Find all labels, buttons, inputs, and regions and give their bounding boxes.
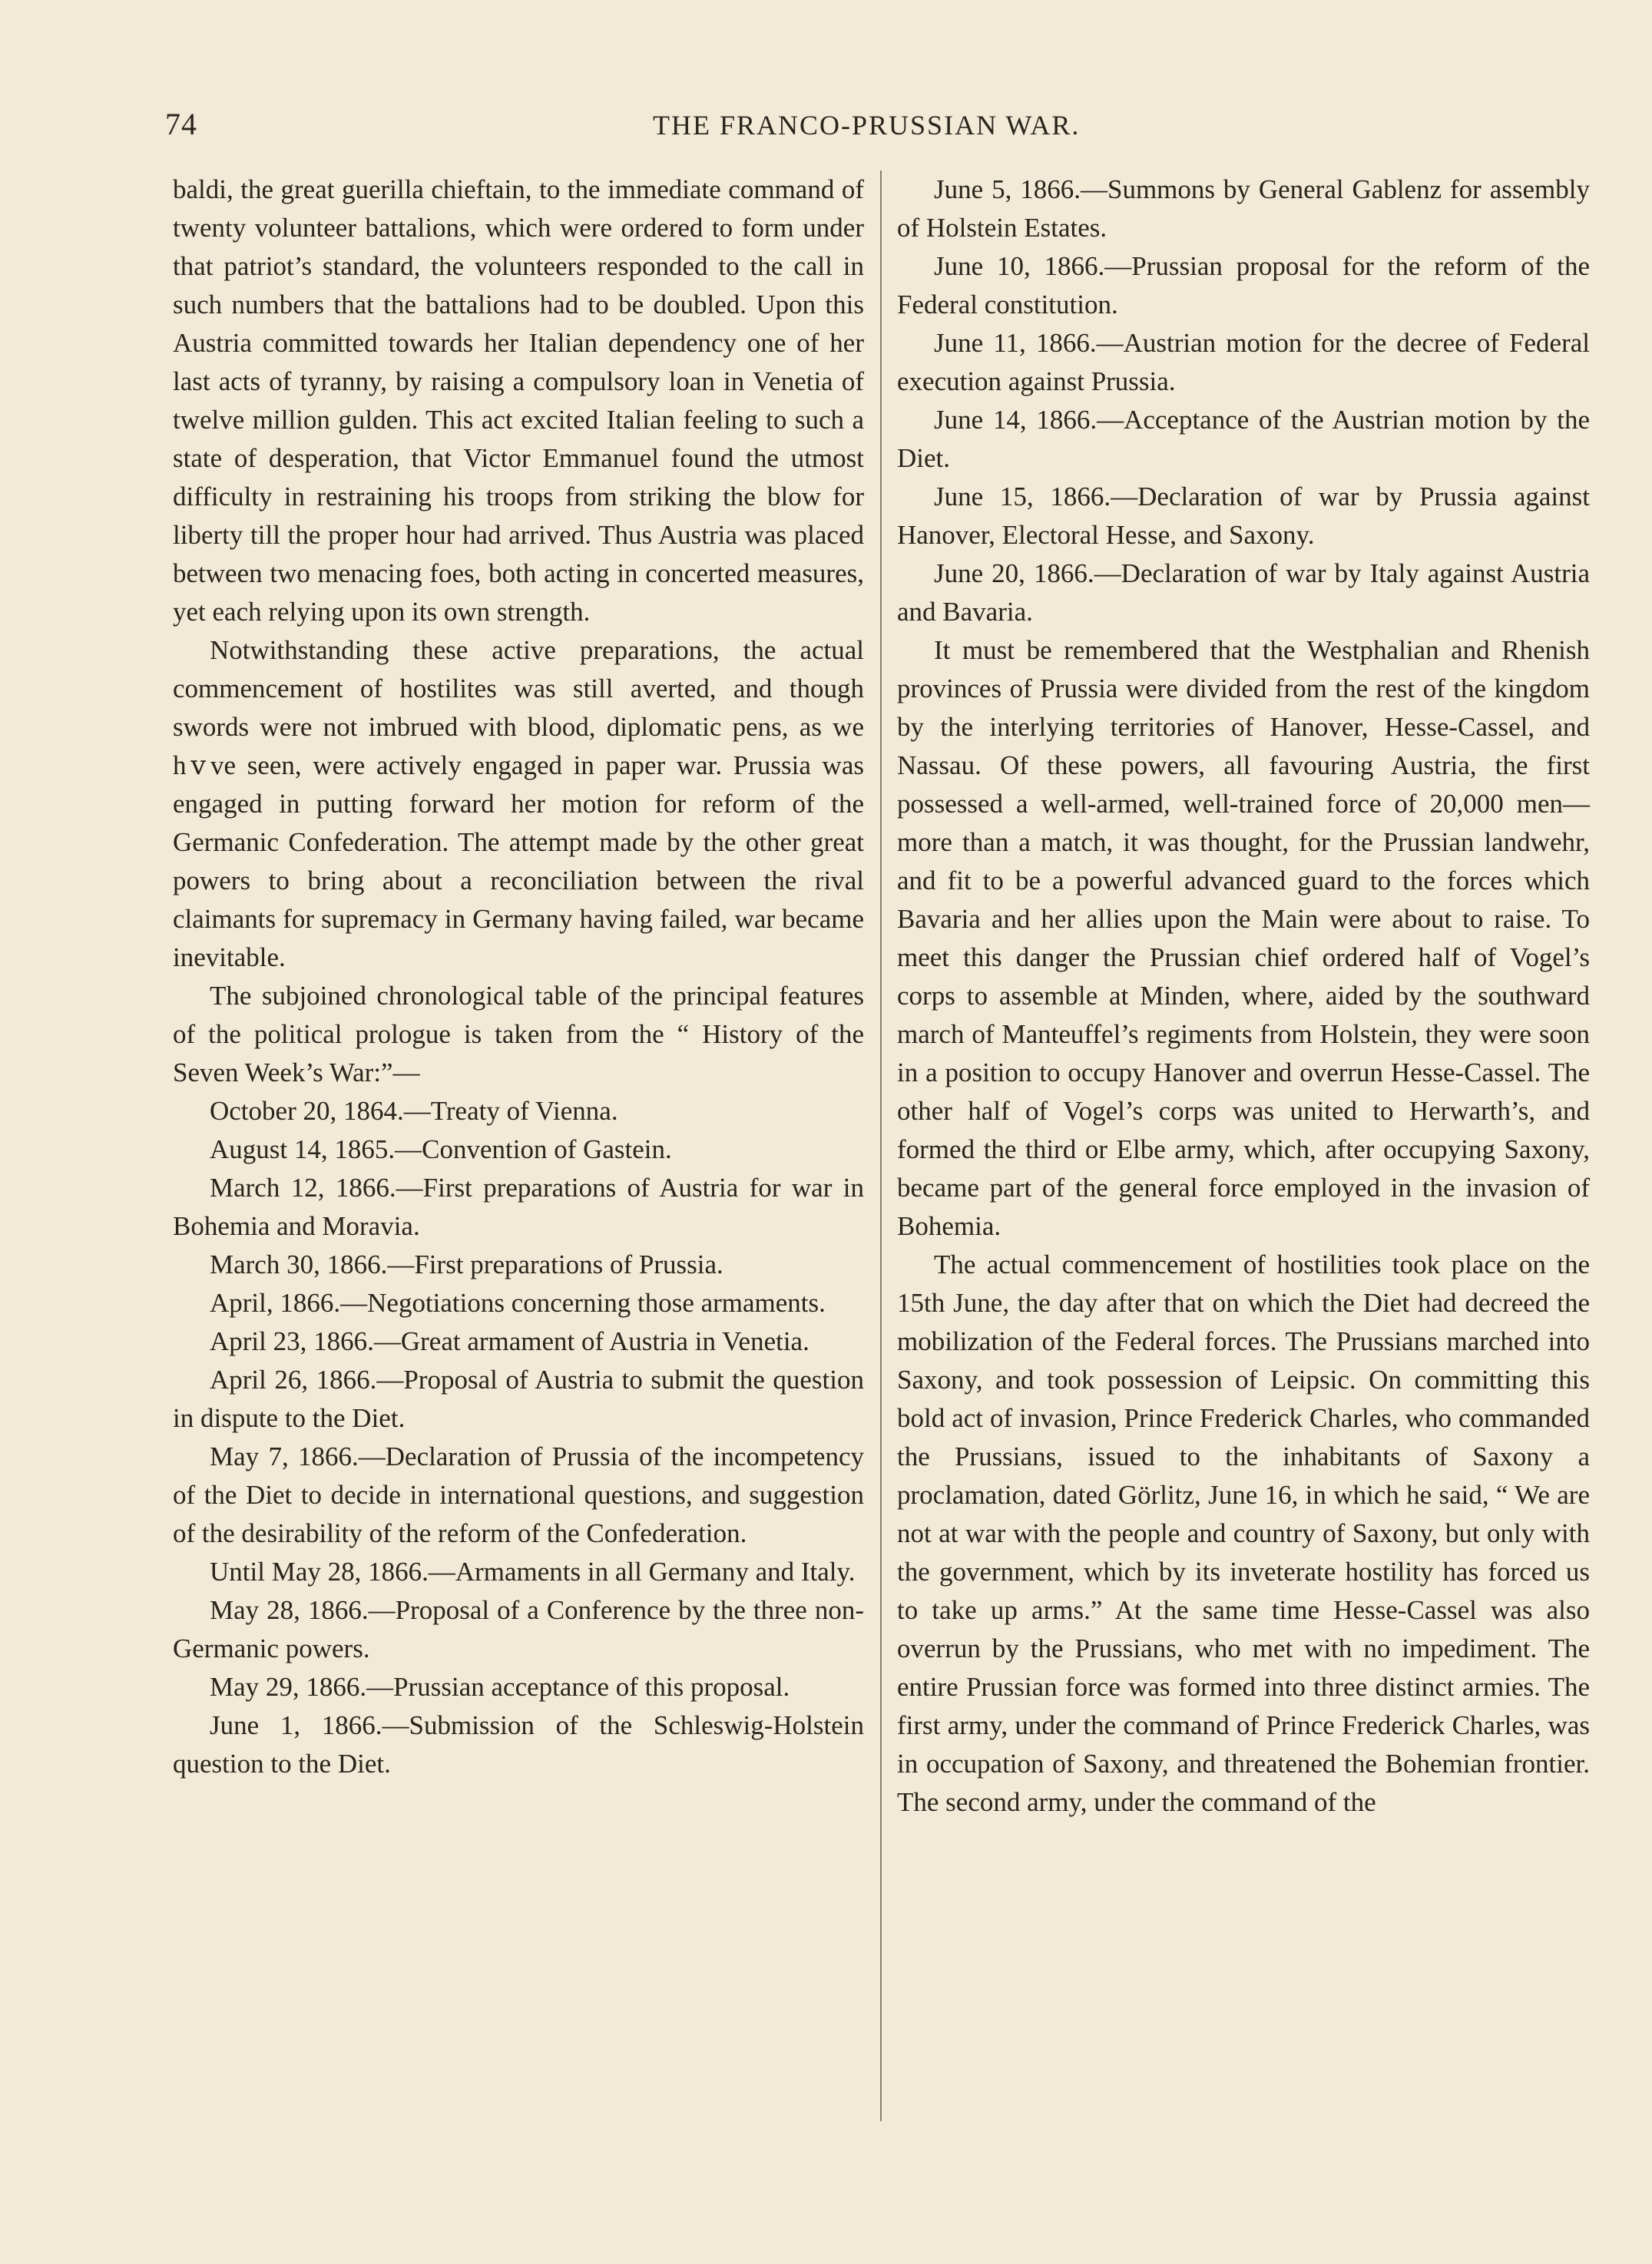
chronology-entry: May 28, 1866.—Proposal of a Conference by the three non-Germanic powers.	[173, 1595, 864, 1663]
chronology-entry: June 10, 1866.—Prussian proposal for the reform of the Federal constitution.	[897, 251, 1590, 319]
chronology-entry: June 15, 1866.—Declaration of war by Prussia against Hanover, Electoral Hesse, and Saxony.	[897, 482, 1590, 550]
page-header	[0, 106, 1652, 152]
chronology-entry: June 11, 1866.—Austrian motion for the decree of Federal execution against Prussia.	[897, 328, 1590, 396]
chronology-entry: April, 1866.—Negotiations concerning those armaments.	[210, 1288, 826, 1318]
chronology-entry: March 12, 1866.—First preparations of Austria for war in Bohemia and Moravia.	[173, 1173, 864, 1241]
chronology-entry: June 14, 1866.—Acceptance of the Austrian motion by the Diet.	[897, 405, 1590, 473]
column-divider	[880, 170, 882, 2121]
chronology-entry: April 23, 1866.—Great armament of Austria in Venetia.	[210, 1326, 809, 1356]
paragraph: baldi, the great guerilla chieftain, to the immediate command of twenty volunteer battalions, which were ordered to form under that patriot’s standard, the volunteers responded to the call in such numbers that the battalions had to be doubled. Upon this Austria committed towards her Italian dependency one of her last acts of tyranny, by raising a compulsory loan in Venetia of twelve million gulden. This act excited Italian feeling to such a state of desperation, that Victor Emmanuel found the utmost difficulty in restraining his troops from striking the blow for liberty till the proper hour had arrived. Thus Austria was placed between two menacing foes, both acting in concerted measures, yet each relying upon its own strength.	[173, 174, 864, 627]
paragraph: The actual commencement of hostilities took place on the 15th June, the day after that on which the Diet had decreed the mobilization of the Federal forces. The Prussians marched into Saxony, and took possession of Leipsic. On committing this bold act of invasion, Prince Frederick Charles, who commanded the Prussians, issued to the inhabitants of Saxony a proclamation, dated Görlitz, June 16, in which he said, “ We are not at war with the people and country of Saxony, but only with the government, which by its inveterate hostility has forced us to take up arms.” At the same time Hesse-Cassel was also overrun by the Prussians, who met with no impediment. The entire Prussian force was formed into three distinct armies. The first army, under the command of Prince Frederick Charles, was in occupation of Saxony, and threatened the Bohemian frontier. The second army, under the command of the	[897, 1250, 1590, 1817]
chronology-entry: June 5, 1866.—Summons by General Gablenz for assembly of Holstein Estates.	[897, 174, 1590, 243]
chronology-entry: October 20, 1864.—Treaty of Vienna.	[210, 1096, 618, 1126]
chronology-entry: June 20, 1866.—Declaration of war by Italy against Austria and Bavaria.	[897, 558, 1590, 627]
left-column	[173, 170, 864, 1783]
running-title: THE FRANCO-PRUSSIAN WAR.	[653, 110, 1081, 141]
chronology-entry: August 14, 1865.—Convention of Gastein.	[210, 1134, 672, 1164]
right-column	[897, 170, 1590, 1822]
paragraph: Notwithstanding these active preparations, the actual commencement of hostilites was still averted, and though swords were not imbrued with blood, diplomatic pens, as we hⅴve seen, were actively engaged in paper war. Prussia was engaged in putting forward her motion for reform of the Germanic Confederation. The attempt made by the other great powers to bring about a reconciliation between the rival claimants for supremacy in Germany having failed, war became inevitable.	[173, 635, 864, 972]
chronology-entry: Until May 28, 1866.—Armaments in all Germany and Italy.	[210, 1557, 856, 1587]
chronology-entry: March 30, 1866.—First preparations of Prussia.	[210, 1250, 723, 1279]
paragraph: The subjoined chronological table of the principal features of the political prologue is taken from the “ History of the Seven Week’s War:”—	[173, 981, 864, 1087]
chronology-entry: June 1, 1866.—Submission of the Schleswig-Holstein question to the Diet.	[173, 1710, 864, 1779]
paragraph: It must be remembered that the Westphalian and Rhenish provinces of Prussia were divided from the rest of the kingdom by the interlying territories of Hanover, Hesse-Cassel, and Nassau. Of these powers, all favouring Austria, the first possessed a well-armed, well-trained force of 20,000 men—more than a match, it was thought, for the Prussian landwehr, and fit to be a powerful advanced guard to the forces which Bavaria and her allies upon the Main were about to raise. To meet this danger the Prussian chief ordered half of Vogel’s corps to assemble at Minden, where, aided by the southward march of Manteuffel’s regiments from Holstein, they were soon in a position to occupy Hanover and overrun Hesse-Cassel. The other half of Vogel’s corps was united to Herwarth’s, and formed the third or Elbe army, which, after occupying Saxony, became part of the general force employed in the invasion of Bohemia.	[897, 635, 1590, 1241]
chronology-entry: May 29, 1866.—Prussian acceptance of this proposal.	[210, 1672, 790, 1702]
chronology-entry: April 26, 1866.—Proposal of Austria to submit the question in dispute to the Diet.	[173, 1365, 864, 1433]
chronology-entry: May 7, 1866.—Declaration of Prussia of the incompetency of the Diet to decide in international questions, and suggestion of the desirability of the reform of the Confederation.	[173, 1441, 864, 1548]
page-number: 74	[165, 107, 197, 141]
